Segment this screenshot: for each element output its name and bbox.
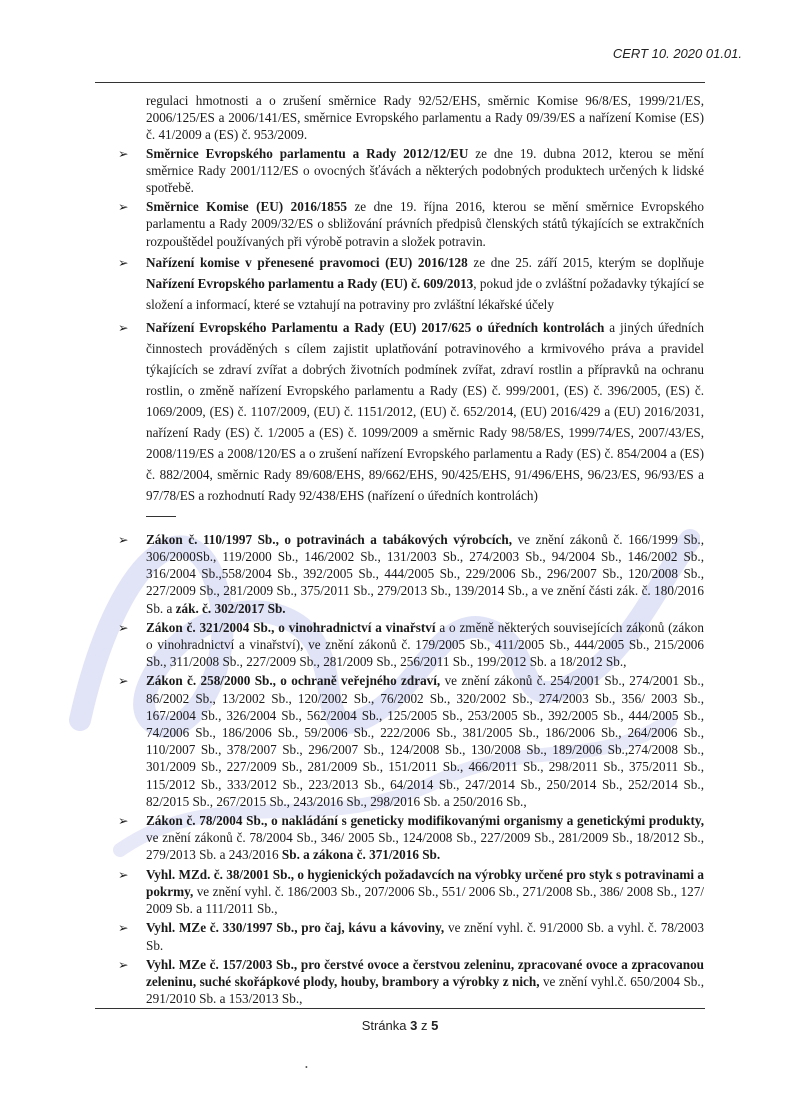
item-text: ve znění vyhl.č. 650/2004 Sb., 291/2010 Sb. a 153/2013 Sb., <box>146 973 704 1007</box>
item-title-secondary: zák. č. 302/2017 Sb. <box>175 600 286 616</box>
item-title: Zákon č. 110/1997 Sb., o potravinách a tabákových výrobcích, <box>146 531 512 547</box>
intro-paragraph: regulaci hmotnosti a o zrušení směrnice Rady 92/52/EHS, směrnic Komise 96/8/ES, 1999/21/ES, 2006/125/ES a 2006/141/ES, směrnice Evropského parlamentu a Rady 09/39/ES a nařízení Komise (ES) č. 41/2009 a (ES) č. 953/2009. <box>146 93 704 143</box>
section-gap <box>118 508 704 530</box>
item-title: Nařízení komise v přenesené pravomoci (EU) 2016/128 <box>146 254 468 270</box>
arrow-bullet-icon: ➢ <box>118 145 129 161</box>
header-rule <box>95 82 705 83</box>
item-title-secondary: Sb. a zákona č. 371/2016 Sb. <box>281 847 441 863</box>
list-item <box>118 619 704 671</box>
page-footer <box>0 1018 800 1033</box>
item-title-secondary: Nařízení Evropského parlamentu a Rady (EU) č. 609/2013 <box>146 275 474 291</box>
list-item <box>118 919 704 953</box>
item-title: Zákon č. 258/2000 Sb., o ochraně veřejného zdraví, <box>146 673 441 689</box>
arrow-bullet-icon: ➢ <box>118 254 129 270</box>
item-text: a o změně některých souvisejících zákonů (zákon o vinohradnictví a vinařství), ve znění zákonů č. 179/2005 Sb., 411/2005 Sb., 444/2005 Sb., 215/2006 Sb., 311/2008 Sb., 227/2009 Sb., 281/2009 Sb., 256/2011 Sb., 199/2012 Sb. a 18/2012 Sb., <box>146 619 704 670</box>
arrow-bullet-icon: ➢ <box>118 866 129 882</box>
list-item <box>118 198 704 250</box>
item-text: ve znění vyhl. č. 91/2000 Sb. a vyhl. č. 78/2003 Sb. <box>146 920 704 953</box>
arrow-bullet-icon: ➢ <box>118 319 129 335</box>
list-item <box>118 672 704 810</box>
footer-rule <box>95 1008 705 1009</box>
arrow-bullet-icon: ➢ <box>118 956 129 972</box>
list-item <box>118 956 704 1008</box>
item-text: ve znění zákonů č. 254/2001 Sb., 274/2001 Sb., 86/2002 Sb., 13/2002 Sb., 120/2002 Sb., 76/2002 Sb., 320/2002 Sb., 274/2003 Sb., 356/ 2003 Sb., 167/2004 Sb., 326/2004 Sb., 562/2004 Sb., 125/2005 Sb., 253/2005 Sb., 392/2005 Sb., 444/2005 Sb., 74/2006 Sb., 186/2006 Sb., 59/2006 Sb., 222/2006 Sb., 381/2005 Sb., 186/2006 Sb., 264/2006 Sb., 110/2007 Sb., 378/2007 Sb., 296/2007 Sb., 124/2008 Sb., 130/2008 Sb., 189/2006 Sb.,274/2008 Sb., 301/2009 Sb., 227/2009 Sb., 281/2009 Sb., 151/2011 Sb., 466/2011 Sb., 298/2011 Sb., 375/2011 Sb., 115/2012 Sb., 333/2012 Sb., 223/2013 Sb., 64/2014 Sb., 247/2014 Sb., 250/2014 Sb., 252/2014 Sb., 82/2015 Sb., 267/2015 Sb., 243/2016 Sb., 298/2016 Sb. a 250/2016 Sb., <box>146 673 704 809</box>
scan-dot: • <box>305 1063 308 1072</box>
item-text: ze dne 19. dubna 2012, kterou se mění směrnice Rady 2001/112/ES o ovocných šťávách a některých podobných produktech určených k lidské spotřebě. <box>146 145 704 196</box>
item-title: Vyhl. MZe č. 157/2003 Sb., pro čerstvé ovoce a čerstvou zeleninu, zpracované ovoce a zpracovanou zeleninu, suché skořápkové plody, houby, brambory a výrobky z nich, <box>146 956 704 989</box>
list-item <box>118 812 704 864</box>
item-text: ve znění zákonů č. 166/1999 Sb., 306/2000Sb., 119/2000 Sb., 146/2002 Sb., 131/2003 Sb., 274/2003 Sb., 94/2004 Sb., 146/2002 Sb., 316/2004 Sb.,558/2004 Sb., 392/2005 Sb., 444/2005 Sb., 229/2006 Sb., 296/2007 Sb., 120/2008 Sb., 227/2009 Sb., 281/2009 Sb., 375/2011 Sb., 279/2013 Sb., 139/2014 Sb., a ve znění části zák. č. 180/2016 Sb. a <box>146 531 704 616</box>
page-number: 3 <box>410 1018 418 1033</box>
list-item <box>118 145 704 197</box>
item-text-secondary: , pokud jde o zvláštní požadavky týkající se složení a informací, které se vztahují na potraviny pro zvláštní lékařské účely <box>146 275 704 312</box>
list-item <box>118 531 704 617</box>
cert-header: CERT 10. 2020 01.01. <box>612 46 742 61</box>
item-text: ve znění vyhl. č. 186/2003 Sb., 207/2006 Sb., 551/ 2006 Sb., 271/2008 Sb., 386/ 2008 Sb., 127/ 2009 Sb. a 111/2011 Sb., <box>146 883 704 917</box>
short-divider <box>146 516 176 517</box>
item-text: ve znění zákonů č. 78/2004 Sb., 346/ 2005 Sb., 124/2008 Sb., 227/2009 Sb., 281/2009 Sb., 18/2012 Sb., 279/2013 Sb. a 243/2016 <box>146 830 704 863</box>
list-item <box>118 317 704 506</box>
bottom-list <box>118 531 704 1007</box>
item-title: Směrnice Evropského parlamentu a Rady 2012/12/EU <box>146 145 469 161</box>
document-body <box>118 92 704 1009</box>
item-title: Směrnice Komise (EU) 2016/1855 <box>146 199 348 215</box>
arrow-bullet-icon: ➢ <box>118 920 129 936</box>
item-title: Zákon č. 78/2004 Sb., o nakládání s geneticky modifikovanými organismy a genetickými produkty, <box>146 813 704 829</box>
item-text: ze dne 19. října 2016, kterou se mění směrnice Evropského parlamentu a Rady 2009/32/ES o sbližování právních předpisů členských států týkajících se extrakčních rozpouštědel používaných při výrobě potravin a složek potravin. <box>146 199 704 249</box>
arrow-bullet-icon: ➢ <box>118 673 129 689</box>
page-total: 5 <box>431 1018 439 1033</box>
footer-prefix: Stránka <box>361 1018 411 1033</box>
item-text: a jiných úředních činnostech prováděných s cílem zajistit uplatňování potravinového a krmivového práva a pravidel týkajících se zdraví zvířat a dobrých životních podmínek zvířat, zdraví rostlin a přípravků na ochranu rostlin, o změně nařízení Evropského parlamentu a Rady (ES) č. 999/2001, (ES) č. 396/2005, (ES) č. 1069/2009, (ES) č. 1107/2009, (EU) č. 1151/2012, (EU) č. 652/2014, (EU) 2016/429 a (EU) 2016/2031, nařízení Rady (ES) č. 1/2005 a (ES) č. 1099/2009 a směrnic Rady 98/58/ES, 1999/74/ES, 2007/43/ES, 2008/119/ES a 2008/120/ES a o zrušení nařízení Evropského parlamentu a Rady (ES) č. 854/2004 a (ES) č. 882/2004, směrnic Rady 89/608/EHS, 89/662/EHS, 90/425/EHS, 91/496/EHS, 96/23/ES, 96/93/ES a 97/78/ES a rozhodnutí Rady 92/438/EHS (nařízení o úředních kontrolách) <box>146 319 705 503</box>
top-list <box>118 145 704 506</box>
arrow-bullet-icon: ➢ <box>118 619 129 635</box>
item-title: Nařízení Evropského Parlamentu a Rady (EU) 2017/625 o úředních kontrolách <box>146 319 605 335</box>
item-text: ze dne 25. září 2015, kterým se doplňuje <box>467 254 705 270</box>
list-item <box>118 252 704 315</box>
list-item <box>118 866 704 918</box>
item-title: Vyhl. MZd. č. 38/2001 Sb., o hygienických požadavcích na výrobky určené pro styk s potravinami a pokrmy, <box>146 866 704 899</box>
arrow-bullet-icon: ➢ <box>118 531 129 547</box>
arrow-bullet-icon: ➢ <box>118 813 129 829</box>
item-title: Vyhl. MZe č. 330/1997 Sb., pro čaj, kávu a kávoviny, <box>146 920 445 936</box>
footer-mid: z <box>417 1018 432 1033</box>
arrow-bullet-icon: ➢ <box>118 199 129 215</box>
item-title: Zákon č. 321/2004 Sb., o vinohradnictví a vinařství <box>146 619 436 635</box>
